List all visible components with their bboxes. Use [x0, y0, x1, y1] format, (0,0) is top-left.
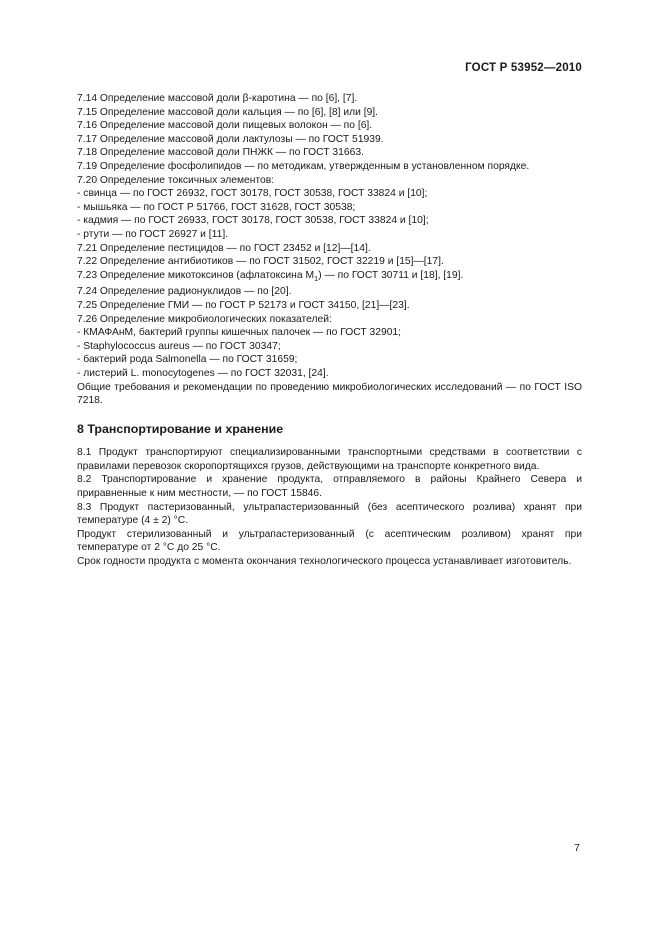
- document-code: ГОСТ Р 53952—2010: [465, 62, 582, 74]
- list-item: 7.25 Определение ГМИ — по ГОСТ Р 52173 и ГОСТ 34150, [21]—[23].: [77, 299, 410, 311]
- list-item: - листерий L. monocytogenes — по ГОСТ 32031, [24].: [77, 367, 329, 379]
- list-item: 7.14 Определение массовой доли β-каротина — по [6], [7].: [77, 93, 358, 104]
- mycotoxin-subscript: 1: [314, 273, 319, 283]
- list-item: - мышьяка — по ГОСТ Р 51766, ГОСТ 31628, ГОСТ 30538;: [77, 201, 356, 213]
- page-content: [77, 92, 582, 569]
- paragraph-8-3: 8.3 Продукт пастеризованный, ультрапастеризованный (без асептического розлива) хранят при температуре (4 ± 2) °С.: [77, 501, 582, 527]
- list-item: 7.26 Определение микробиологических показателей:: [77, 313, 332, 325]
- section-8-body: [77, 446, 582, 568]
- list-item: 7.17 Определение массовой доли лактулозы — по ГОСТ 51939.: [77, 133, 384, 145]
- general-requirements-paragraph: Общие требования и рекомендации по проведению микробиологических исследований — по ГОСТ ISO 7218.: [77, 381, 582, 407]
- list-item: 7.21 Определение пестицидов — по ГОСТ 23452 и [12]—[14].: [77, 242, 371, 254]
- section-heading: 8 Транспортирование и хранение: [77, 421, 284, 436]
- list-item: 7.18 Определение массовой доли ПНЖК — по ГОСТ 31663.: [77, 147, 364, 159]
- list-item: 7.15 Определение массовой доли кальция — по [6], [8] или [9].: [77, 106, 379, 118]
- list-item: - свинца — по ГОСТ 26932, ГОСТ 30178, ГОСТ 30538, ГОСТ 33824 и [10];: [77, 188, 428, 200]
- list-item: 7.22 Определение антибиотиков — по ГОСТ 31502, ГОСТ 32219 и [15]—[17].: [77, 256, 444, 268]
- page-number: 7: [574, 842, 580, 854]
- list-item: - Staphylococcus aureus — по ГОСТ 30347;: [77, 340, 281, 352]
- paragraph-8-1: 8.1 Продукт транспортируют специализированными транспортными средствами в соответствии с правилами перевозок скоропортящихся грузов, действующими на транспорте конкретного вида.: [77, 447, 582, 472]
- list-item-mycotoxins: [77, 269, 582, 286]
- paragraph-8-2: 8.2 Транспортирование и хранение продукта, отправляемого в районы Крайнего Севера и приравненные к ним местности, — по ГОСТ 15846.: [77, 474, 582, 500]
- list-item: 7.19 Определение фосфолипидов — по методикам, утвержденным в установленном порядке.: [77, 160, 530, 172]
- list-item: 7.16 Определение массовой доли пищевых волокон — по [6].: [77, 120, 373, 132]
- list-item: 7.20 Определение токсичных элементов:: [77, 174, 275, 186]
- paragraph-shelf-life: Срок годности продукта с момента окончания технологического процесса устанавливает изготовитель.: [77, 556, 572, 568]
- methods-list: [77, 92, 582, 408]
- paragraph-storage-sterilized: Продукт стерилизованный и ультрапастеризованный (с асептическим розливом) хранят при температуре от 2 °С до 25 °С.: [77, 528, 582, 554]
- mycotoxin-text-after: ) — по ГОСТ 30711 и [18], [19].: [318, 269, 464, 281]
- list-item: - кадмия — по ГОСТ 26933, ГОСТ 30178, ГОСТ 30538, ГОСТ 33824 и [10];: [77, 215, 429, 227]
- list-item: - КМАФАнМ, бактерий группы кишечных палочек — по ГОСТ 32901;: [77, 327, 402, 339]
- mycotoxin-text-before: 7.23 Определение микотоксинов (афлатоксина M: [77, 269, 315, 281]
- list-item: - ртути — по ГОСТ 26927 и [11].: [77, 228, 229, 240]
- list-item: - бактерий рода Salmonella — по ГОСТ 31659;: [77, 354, 298, 366]
- list-item: 7.24 Определение радионуклидов — по [20].: [77, 286, 292, 298]
